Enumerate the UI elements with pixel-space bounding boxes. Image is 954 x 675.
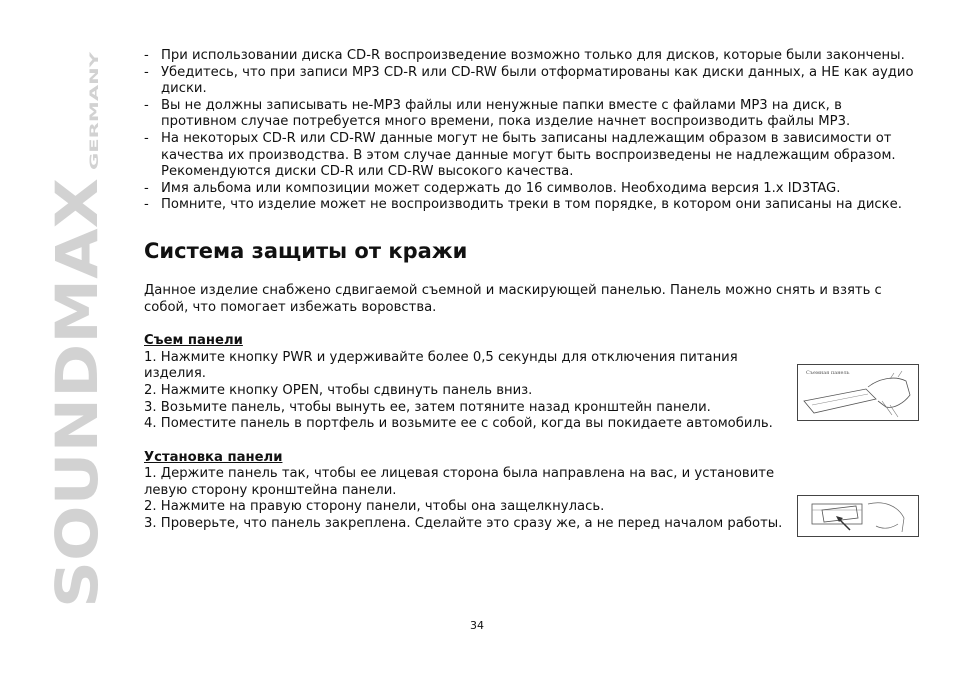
install-step: 1. Держите панель так, чтобы ее лицевая сторона была направлена на вас, и установите левую сторону кронштейна панели. [144, 466, 775, 498]
list-item: - На некоторых CD-R или CD-RW данные могут не быть записаны надлежащим образом в зависимости от качества их производства. В этом случае данные могут быть воспроизведены не надлежащим образом. Рекомендуются диски CD-R или CD-RW высокого качества. [144, 131, 914, 181]
removal-step: 2. Нажмите кнопку OPEN, чтобы сдвинуть панель вниз. [144, 382, 533, 398]
brand-name: SOUNDMAX [43, 225, 111, 608]
panel-removal-illustration [797, 364, 919, 421]
list-item: - Имя альбома или композиции может содержать до 16 символов. Необходима версия 1.x ID3TAG. [144, 181, 914, 198]
brand-subtitle: GERMANY [87, 105, 101, 170]
removal-step: 1. Нажмите кнопку PWR и удерживайте более 0,5 секунды для отключения питания изделия. [144, 349, 738, 382]
install-title: Установка панели [144, 449, 283, 465]
intro-paragraph: Данное изделие снабжено сдвигаемой съемной и маскирующей панелью. Панель можно снять и взять с собой, что помогает избежать воровства. [144, 282, 882, 315]
removal-title: Съем панели [144, 333, 243, 349]
list-item: - Убедитесь, что при записи MP3 CD-R или CD-RW были отформатированы как диски данных, а НЕ как аудио диски. [144, 65, 914, 98]
figure-caption: Съемная панель [806, 370, 850, 376]
brand-logo-vertical [43, 40, 111, 615]
page-content [144, 48, 914, 533]
install-step: 2. Нажмите на правую сторону панели, чтобы она защелкнулась. [144, 499, 605, 515]
removal-step: 3. Возьмите панель, чтобы вынуть ее, затем потяните назад кронштейн панели. [144, 399, 711, 415]
panel-install-illustration [797, 495, 919, 537]
section-heading: Система защиты от кражи [144, 238, 468, 263]
notes-list [144, 48, 914, 214]
list-item: - Вы не должны записывать не-MP3 файлы или ненужные папки вместе с файлами MP3 на диск, в противном случае потребуется много времени, пока изделие начнет воспроизводить файлы MP3. [144, 98, 914, 131]
list-item: - При использовании диска CD-R воспроизведение возможно только для дисков, которые были закончены. [144, 48, 914, 65]
list-item: - Помните, что изделие может не воспроизводить треки в том порядке, в котором они записаны на диске. [144, 197, 914, 214]
install-step: 3. Проверьте, что панель закреплена. Сделайте это сразу же, а не перед началом работы. [144, 516, 783, 532]
page-number: 34 [470, 619, 484, 632]
removal-step: 4. Поместите панель в портфель и возьмите ее с собой, когда вы покидаете автомобиль. [144, 416, 773, 432]
